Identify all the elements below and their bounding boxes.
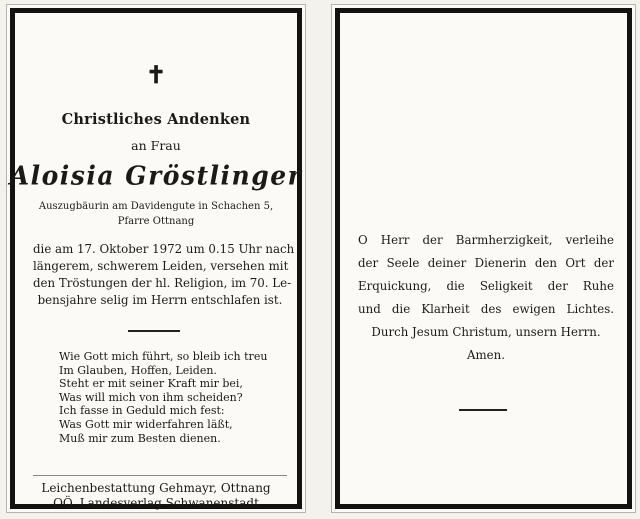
cross-icon: ✝ bbox=[145, 60, 167, 89]
poem-line: Was Gott mir widerfahren läßt, bbox=[59, 417, 233, 431]
prayer bbox=[358, 229, 614, 367]
divider bbox=[459, 409, 507, 411]
paragraph-line: längerem, schwerem Leiden, versehen mit bbox=[33, 259, 289, 273]
paragraph-line: die am 17. Oktober 1972 um 0.15 Uhr nach bbox=[33, 242, 295, 256]
prayer-line: Erquickung, die Seligkeit der Ruhe bbox=[358, 279, 614, 293]
salutation: an Frau bbox=[131, 138, 181, 153]
death-notice-paragraph bbox=[33, 241, 295, 309]
left-memorial-card bbox=[6, 4, 306, 513]
poem-line: Wie Gott mich führt, so bleib ich treu bbox=[59, 350, 268, 363]
prayer-line: der Seele deiner Dienerin den Ort der bbox=[358, 256, 614, 270]
paragraph-line: bensjahre selig im Herrn entschlafen ist. bbox=[37, 293, 283, 307]
prayer-line: Durch Jesum Christum, unsern Herrn. bbox=[371, 325, 601, 339]
printer: OÖ. Landesverlag Schwanenstadt bbox=[53, 496, 259, 510]
deceased-name: Aloisia Gröstlinger bbox=[9, 160, 303, 191]
occupation-address: Auszugbäurin am Davidengute in Schachen 5, bbox=[38, 201, 274, 212]
right-memorial-card bbox=[331, 4, 636, 513]
parish: Pfarre Ottnang bbox=[117, 216, 195, 227]
poem bbox=[59, 350, 267, 445]
funeral-home: Leichenbestattung Gehmayr, Ottnang bbox=[41, 481, 271, 495]
poem-line: Im Glauben, Hoffen, Leiden. bbox=[59, 363, 217, 377]
divider bbox=[128, 330, 180, 332]
prayer-line: und die Klarheit des ewigen Lichtes. bbox=[358, 302, 614, 316]
poem-line: Was will mich von ihm scheiden? bbox=[59, 390, 243, 404]
prayer-amen: Amen. bbox=[466, 348, 506, 362]
poem-line: Muß mir zum Besten dienen. bbox=[59, 431, 221, 445]
poem-line: Steht er mit seiner Kraft mir bei, bbox=[59, 377, 243, 391]
paragraph-line: den Tröstungen der hl. Religion, im 70. Le- bbox=[33, 276, 292, 290]
footer-divider bbox=[33, 475, 287, 476]
poem-line: Ich fasse in Geduld mich fest: bbox=[59, 404, 225, 418]
card-heading: Christliches Andenken bbox=[61, 111, 251, 128]
prayer-line: O Herr der Barmherzigkeit, verleihe bbox=[358, 233, 614, 247]
